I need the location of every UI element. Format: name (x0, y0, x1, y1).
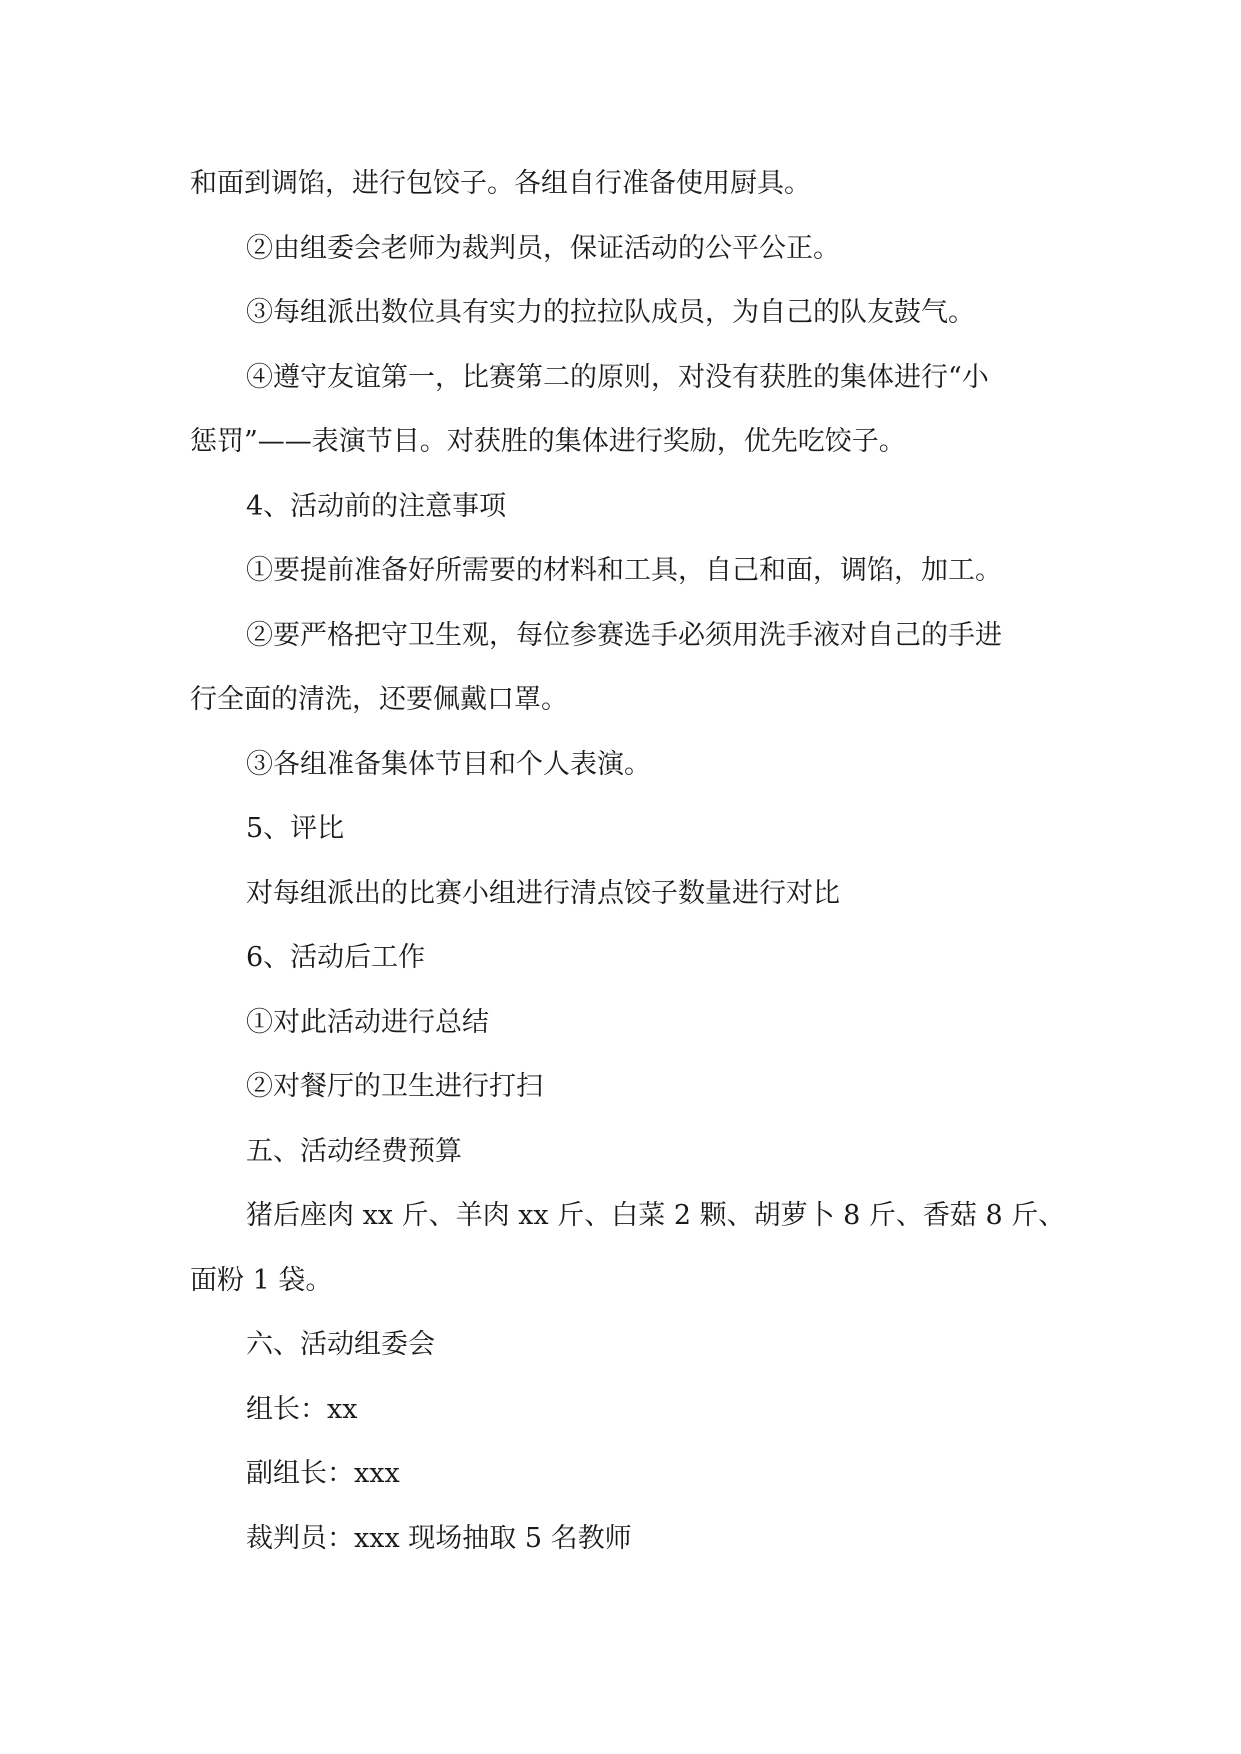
paragraph-line: 裁判员：xxx 现场抽取 5 名教师 (246, 1522, 632, 1554)
section-heading: 4、活动前的注意事项 (246, 490, 507, 522)
paragraph-line: ②由组委会老师为裁判员，保证活动的公平公正。 (246, 232, 840, 264)
paragraph-line: 惩罚”——表演节目。对获胜的集体进行奖励，优先吃饺子。 (190, 426, 906, 457)
section-heading: 6、活动后工作 (246, 942, 426, 973)
paragraph-line: 对每组派出的比赛小组进行清点饺子数量进行对比 (246, 877, 840, 909)
paragraph-line: ②要严格把守卫生观，每位参赛选手必须用洗手液对自己的手进 (246, 619, 1002, 651)
section-heading: 五、活动经费预算 (246, 1135, 462, 1167)
document-body (190, 152, 1070, 1571)
paragraph-line: 和面到调馅，进行包饺子。各组自行准备使用厨具。 (190, 168, 811, 199)
section-heading: 5、评比 (246, 813, 345, 844)
paragraph-line: ①要提前准备好所需要的材料和工具，自己和面，调馅，加工。 (246, 555, 1002, 586)
paragraph-line: ④遵守友谊第一，比赛第二的原则，对没有获胜的集体进行“小 (246, 361, 989, 393)
paragraph-line: 面粉 1 袋。 (190, 1264, 333, 1296)
paragraph-line: ③各组准备集体节目和个人表演。 (246, 748, 651, 780)
paragraph-line: 组长：xx (246, 1393, 358, 1425)
paragraph-line: ②对餐厅的卫生进行打扫 (246, 1071, 543, 1102)
paragraph-line: ③每组派出数位具有实力的拉拉队成员，为自己的队友鼓气。 (246, 297, 975, 328)
paragraph-line: ①对此活动进行总结 (246, 1006, 489, 1038)
section-heading: 六、活动组委会 (246, 1329, 435, 1360)
paragraph-line: 副组长：xxx (246, 1458, 400, 1489)
paragraph-line: 行全面的清洗，还要佩戴口罩。 (190, 684, 568, 715)
paragraph-line: 猪后座肉 xx 斤、羊肉 xx 斤、白菜 2 颗、胡萝卜 8 斤、香菇 8 斤、 (246, 1200, 1066, 1231)
